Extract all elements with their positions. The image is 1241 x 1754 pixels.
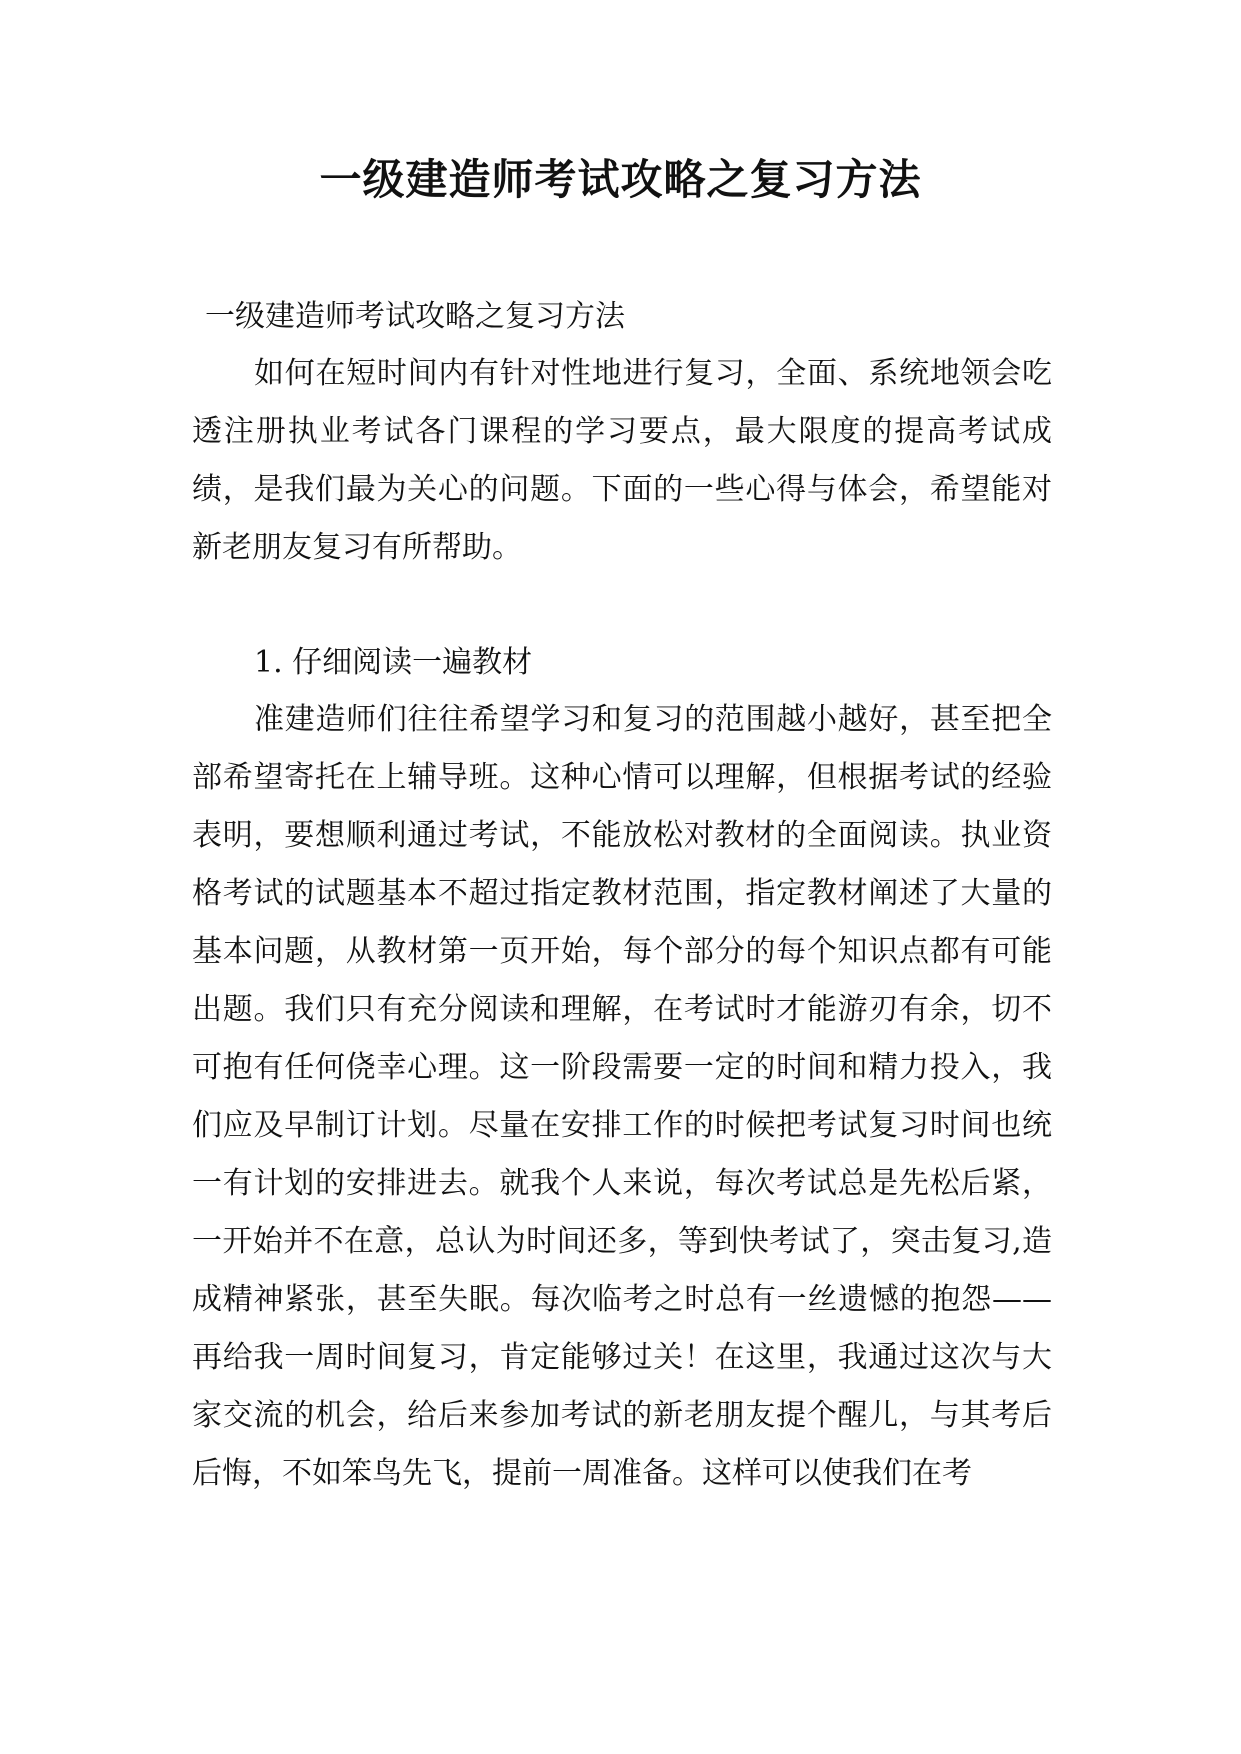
section-1-paragraph: 准建造师们往往希望学习和复习的范围越小越好，甚至把全部希望寄托在上辅导班。这种心情可以理解，但根据考试的经验表明，要想顺利通过考试，不能放松对教材的全面阅读。执业资格考试的试题基本不超过指定教材范围，指定教材阐述了大量的基本问题，从教材第一页开始，每个部分的每个知识点都有可能出题。我们只有充分阅读和理解，在考试时才能游刃有余，切不可抱有任何侥幸心理。这一阶段需要一定的时间和精力投入，我们应及早制订计划。尽量在安排工作的时候把考试复习时间也统一有计划的安排进去。就我个人来说，每次考试总是先松后紧，一开始并不在意，总认为时间还多，等到快考试了，突击复习,造成精神紧张，甚至失眠。每次临考之时总有一丝遗憾的抱怨——再给我一周时间复习，肯定能够过关！在这里，我通过这次与大家交流的机会，给后来参加考试的新老朋友提个醒儿，与其考后后悔，不如笨鸟先飞，提前一周准备。这样可以使我们在考: [192, 702, 1052, 1491]
document-title: 一级建造师考试攻略之复习方法: [319, 155, 922, 204]
section-heading-1: 1. 仔细阅读一遍教材: [254, 645, 533, 680]
document-subtitle: 一级建造师考试攻略之复习方法: [205, 299, 625, 334]
intro-paragraph: 如何在短时间内有针对性地进行复习，全面、系统地领会吃透注册执业考试各门课程的学习要点，最大限度的提高考试成绩，是我们最为关心的问题。下面的一些心得与体会，希望能对新老朋友复习有所帮助。: [192, 356, 1052, 565]
